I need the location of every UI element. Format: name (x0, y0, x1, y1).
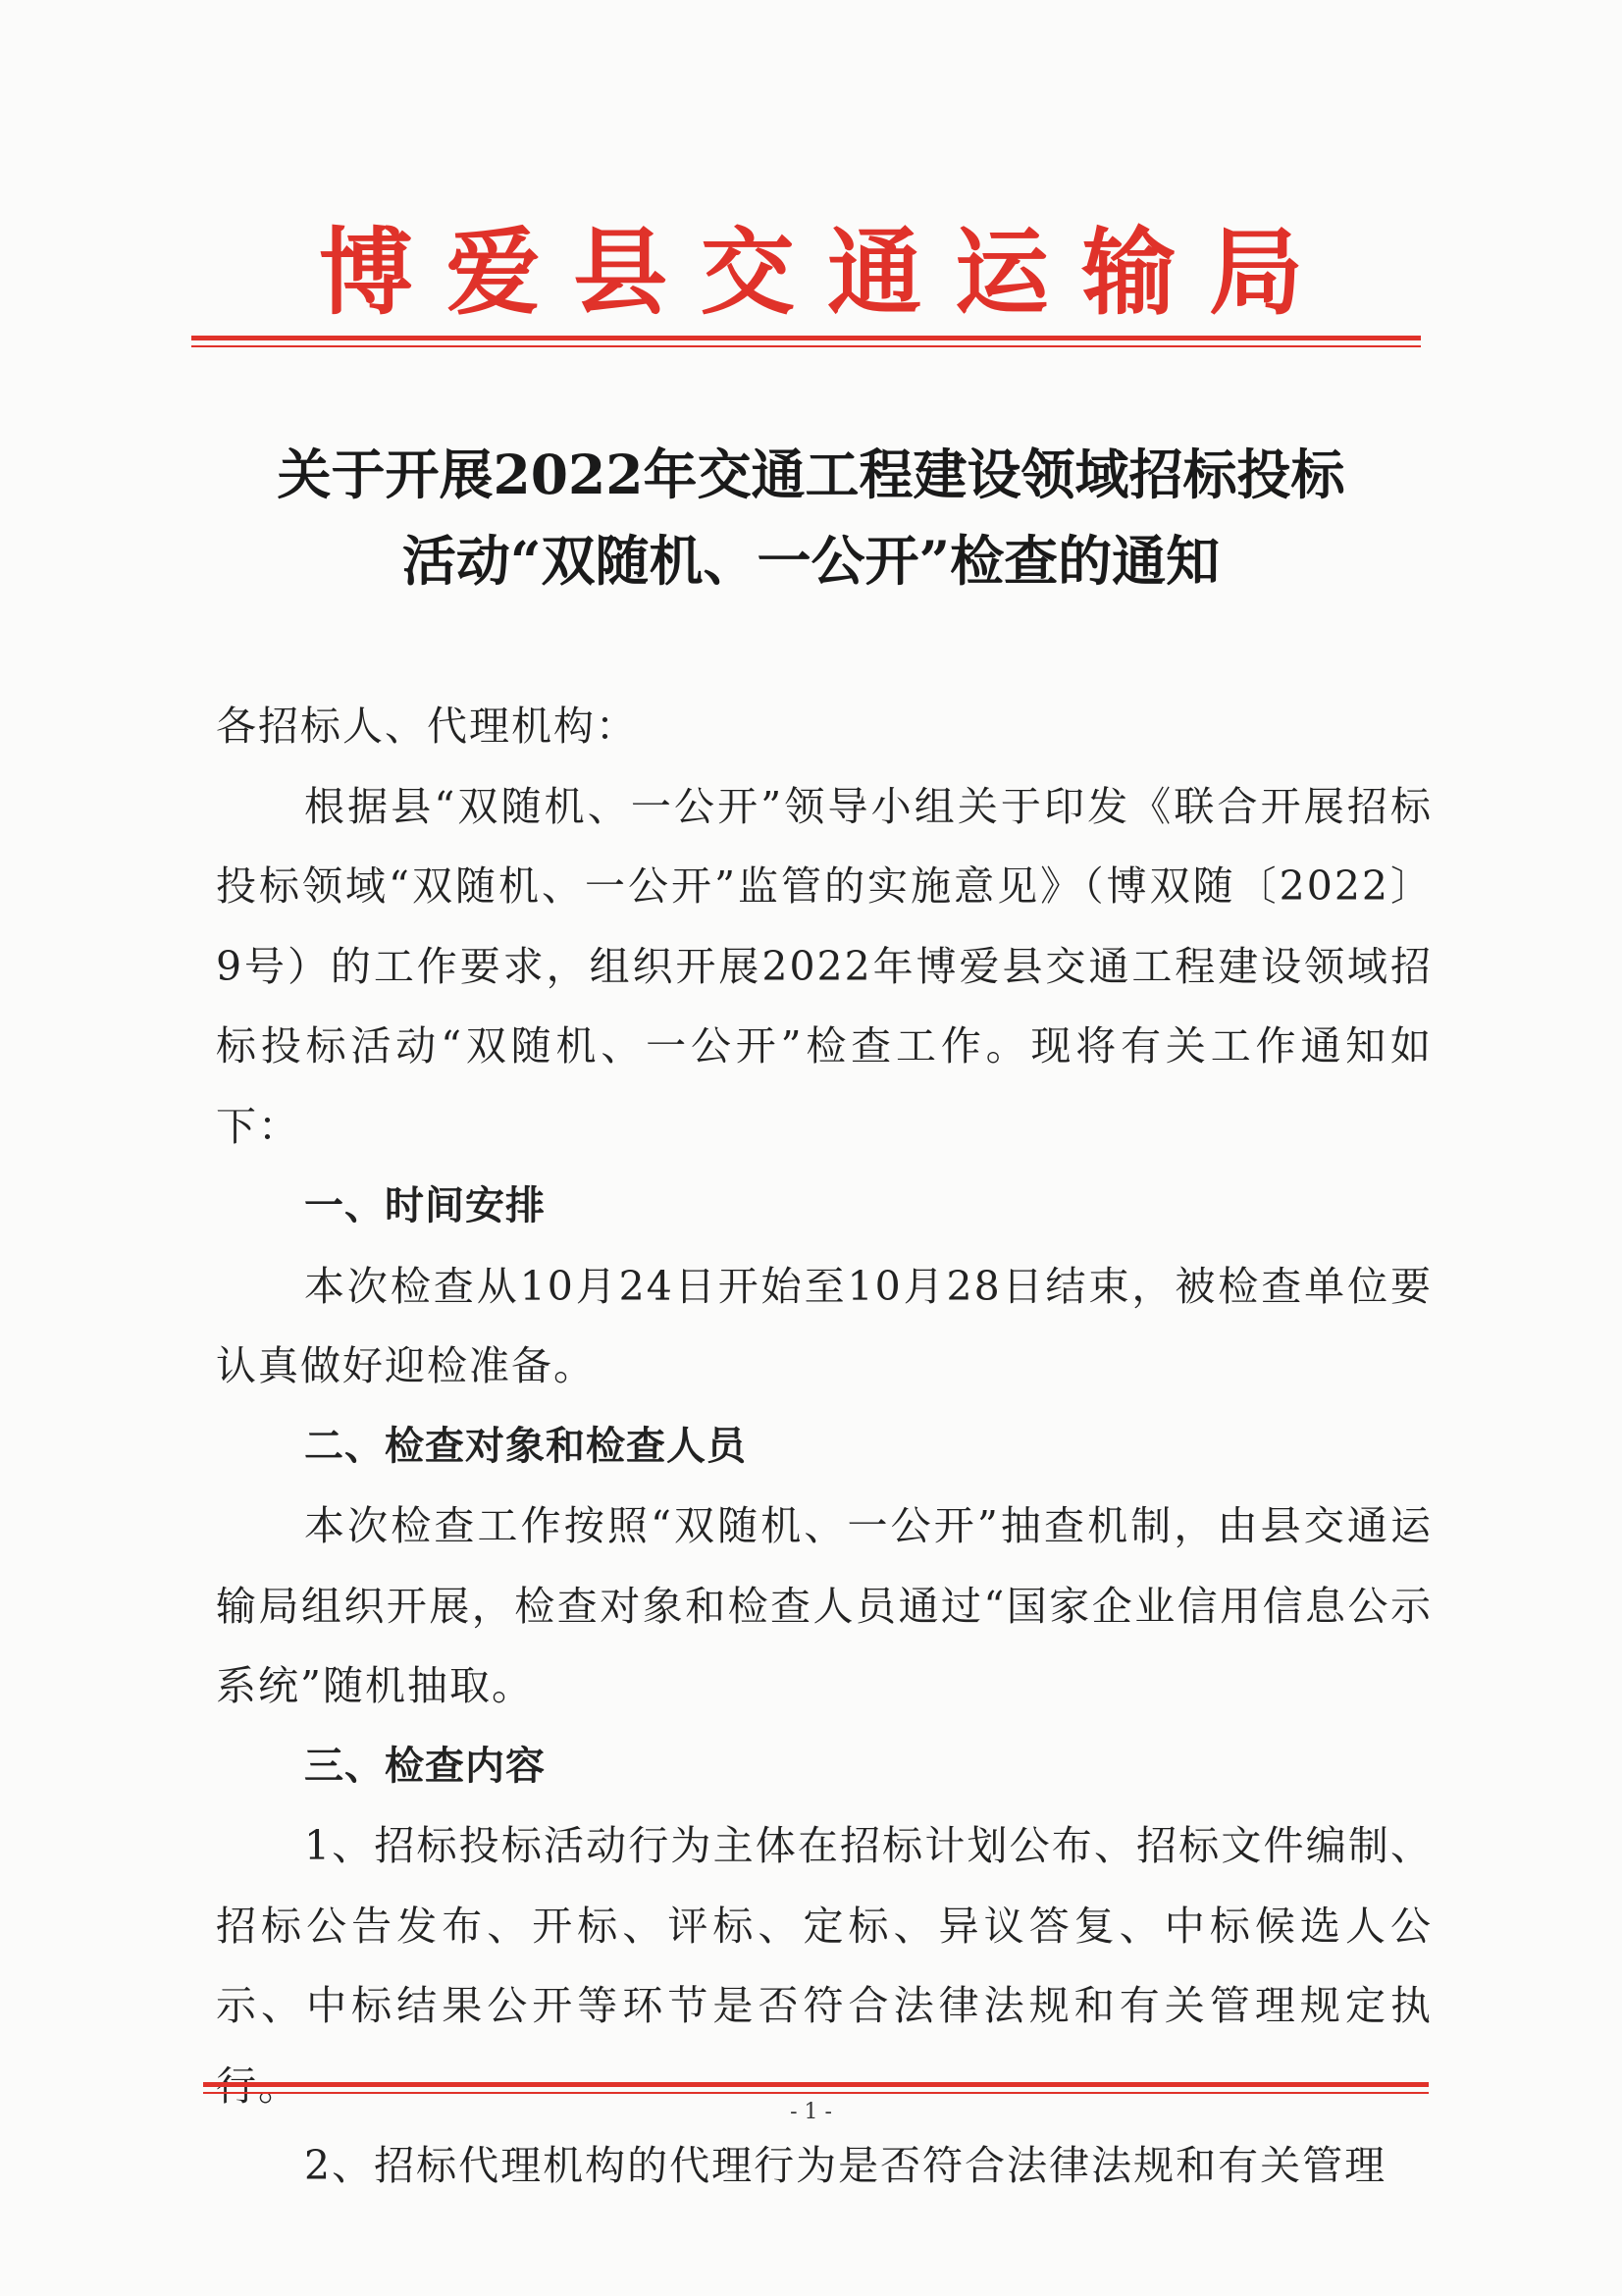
document-title-line-2: 活动“双随机、一公开”检查的通知 (401, 529, 1221, 593)
content-item-1: 1、招标投标活动行为主体在招标计划公布、招标文件编制、招标公告发布、开标、评标、定标、异议答复、中标候选人公示、中标结果公开等环节是否符合法律法规和有关管理规定执 (216, 1822, 1433, 2029)
intro-paragraph: 根据县“双随机、一公开”领导小组关于印发《联合开展招标投标领域“双随机、一公开”监管的实施意见》（博双随〔2022〕9号）的工作要求，组织开展2022年博爱县交通工程建设领域招标投标活动“双随机、一公开”检查工作。现将有关工作通知如下： (216, 782, 1433, 1150)
section-heading-content: 三、检查内容 (304, 1743, 546, 1789)
section-heading-targets: 二、检查对象和检查人员 (304, 1423, 747, 1469)
header-char: 交 (700, 217, 795, 328)
header-divider-thin (191, 345, 1421, 347)
footer-divider-thin (203, 2092, 1429, 2094)
salutation: 各招标人、代理机构： (216, 703, 638, 750)
issuing-authority-header (191, 201, 1431, 329)
document-body (216, 687, 1433, 2207)
header-char: 局 (1208, 217, 1303, 328)
footer-divider-thick (203, 2082, 1429, 2087)
section-targets-text: 本次检查工作按照“双随机、一公开”抽查机制，由县交通运输局组织开展，检查对象和检查人员通过“国家企业信用信息公示系统”随机抽取。 (216, 1502, 1433, 1709)
header-char: 县 (573, 217, 668, 328)
document-title-line-1: 关于开展2022年交通工程建设领域招标投标 (277, 443, 1345, 506)
header-char: 通 (827, 217, 922, 328)
header-char: 运 (954, 217, 1049, 328)
header-char: 博 (319, 217, 413, 328)
header-char: 输 (1081, 217, 1177, 328)
header-divider-thick (191, 336, 1421, 340)
document-title (177, 432, 1445, 604)
header-char: 爱 (445, 217, 541, 328)
section-schedule-text: 本次检查从10月24日开始至10月28日结束，被检查单位要认真做好迎检准备。 (216, 1262, 1433, 1389)
section-heading-schedule: 一、时间安排 (304, 1183, 546, 1228)
content-item-2: 2、招标代理机构的代理行为是否符合法律法规和有关管理 (304, 2142, 1387, 2189)
page-number: - 1 - (790, 2100, 832, 2124)
